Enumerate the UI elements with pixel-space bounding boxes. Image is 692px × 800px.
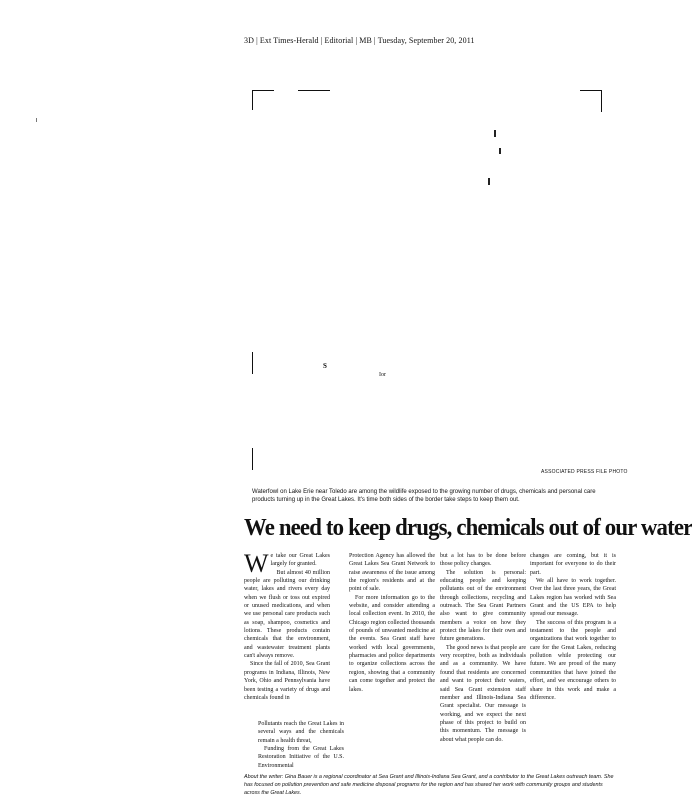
- paragraph: Since the fall of 2010, Sea Grant programs in Indiana, Illinois, New York, Ohio and Pennsylvania have been testing a variety of drugs and chemicals found in: [244, 661, 330, 701]
- paragraph: We all have to work together. Over the last three years, the Great Lakes region has worked with Sea Grant and the US EPA to help spread our message.: [530, 578, 616, 618]
- dropcap: W: [244, 549, 269, 578]
- photo-edge-top: [298, 90, 330, 91]
- headline: We need to keep drugs, chemicals out of our water: [244, 514, 692, 541]
- photo-fragment: [494, 130, 496, 137]
- crop-mark-top-right-v: [601, 90, 602, 112]
- article-column-3: [349, 552, 435, 694]
- crop-mark-bottom-left: [252, 448, 253, 470]
- paragraph: The good news is that people are very receptive, both as individuals and as a community. We have found that residents are concerned and want to protect their waters, said Sea Grant extension staff member and Illinois-Indiana Sea Grant specialist. Our message is working, and we expect the next phase of this project to build on this momentum. The message is about what people can do.: [440, 644, 526, 743]
- paragraph: but a lot has to be done before those policy changes.: [440, 553, 526, 568]
- paragraph: We take our Great Lakes largely for granted.: [244, 549, 330, 578]
- crop-mark-top-left-v: [252, 90, 253, 110]
- paragraph: The solution is personal: educating people and keeping pollutants out of the environment through collections, recycling and outreach. The Sea Grant Partners also want to give community members a voice on how they protect the lakes for their own and future generations.: [440, 569, 526, 643]
- paragraph: For more information go to the website, and consider attending a local collection event. In 2010, the Chicago region collected thousands of pounds of unwanted medicine at the events. Sea Grant staff have worked with local governments, pharmacies and police departments to organize collections across the region, showing that a community can come together and protect the lakes.: [349, 594, 435, 693]
- photo-caption: Waterfowl on Lake Erie near Toledo are among the wildlife exposed to the growing number of drugs, chemicals and personal care products turning up in the Great Lakes. It's time both sides of the border take steps to keep them out.: [252, 489, 596, 503]
- scan-speck: [36, 118, 37, 122]
- page-folio: 3D | Ext Times-Herald | Editorial | MB | Tuesday, September 20, 2011: [244, 36, 475, 45]
- article-column-1: [244, 549, 330, 702]
- photo-area: [252, 90, 604, 470]
- crop-mark-left-mid: [252, 352, 253, 374]
- photo-fragment: [488, 178, 490, 185]
- article-column-5: [530, 552, 616, 702]
- paragraph: The success of this program is a testament to the people and organizations that work together to care for the Great Lakes, reducing pollution while protecting our future. We are proud of the many communities that have joined the effort, and we encourage others to share in this work and make a difference.: [530, 619, 616, 701]
- crop-mark-top-left-h: [252, 90, 274, 91]
- photo-scrap-a: S: [323, 362, 327, 370]
- paragraph: Protection Agency has allowed the Great Lakes Sea Grant Network to raise awareness of the issue among the region's residents and at the point of sale.: [349, 553, 435, 593]
- article-column-2: [258, 720, 344, 768]
- article-column-4: [440, 552, 526, 744]
- photo-scrap-b: Ior: [379, 372, 386, 378]
- paragraph: But almost 40 million people are polluting our drinking water, lakes and rivers every day when we flush or toss out expired or unused medications, and when we use personal care products such as soap, shampoo, cosmetics and lotions. These products contain chemicals that the environment, and wastewater treatment plants can't always remove.: [244, 569, 330, 660]
- crop-mark-top-right-h: [580, 90, 602, 91]
- about-the-writer: About the writer: Gina Bauer is a regional coordinator at Sea Grant and Illinois-Indiana Sea Grant, and a contributor to the Great Lakes outreach team. She has focused on pollution prevention and safe medicine disposal programs for the region and has shared her work with community groups and students across the Great Lakes.: [244, 774, 614, 796]
- photo-credit: ASSOCIATED PRESS FILE PHOTO: [541, 469, 628, 475]
- paragraph: changes are coming, but it is important for everyone to do their part.: [530, 553, 616, 576]
- paragraph: Pollutants reach the Great Lakes in several ways and the chemicals remain a health threat,: [258, 721, 344, 744]
- photo-fragment: [499, 148, 501, 154]
- paragraph: Funding from the Great Lakes Restoration Initiative of the U.S. Environmental: [258, 746, 344, 769]
